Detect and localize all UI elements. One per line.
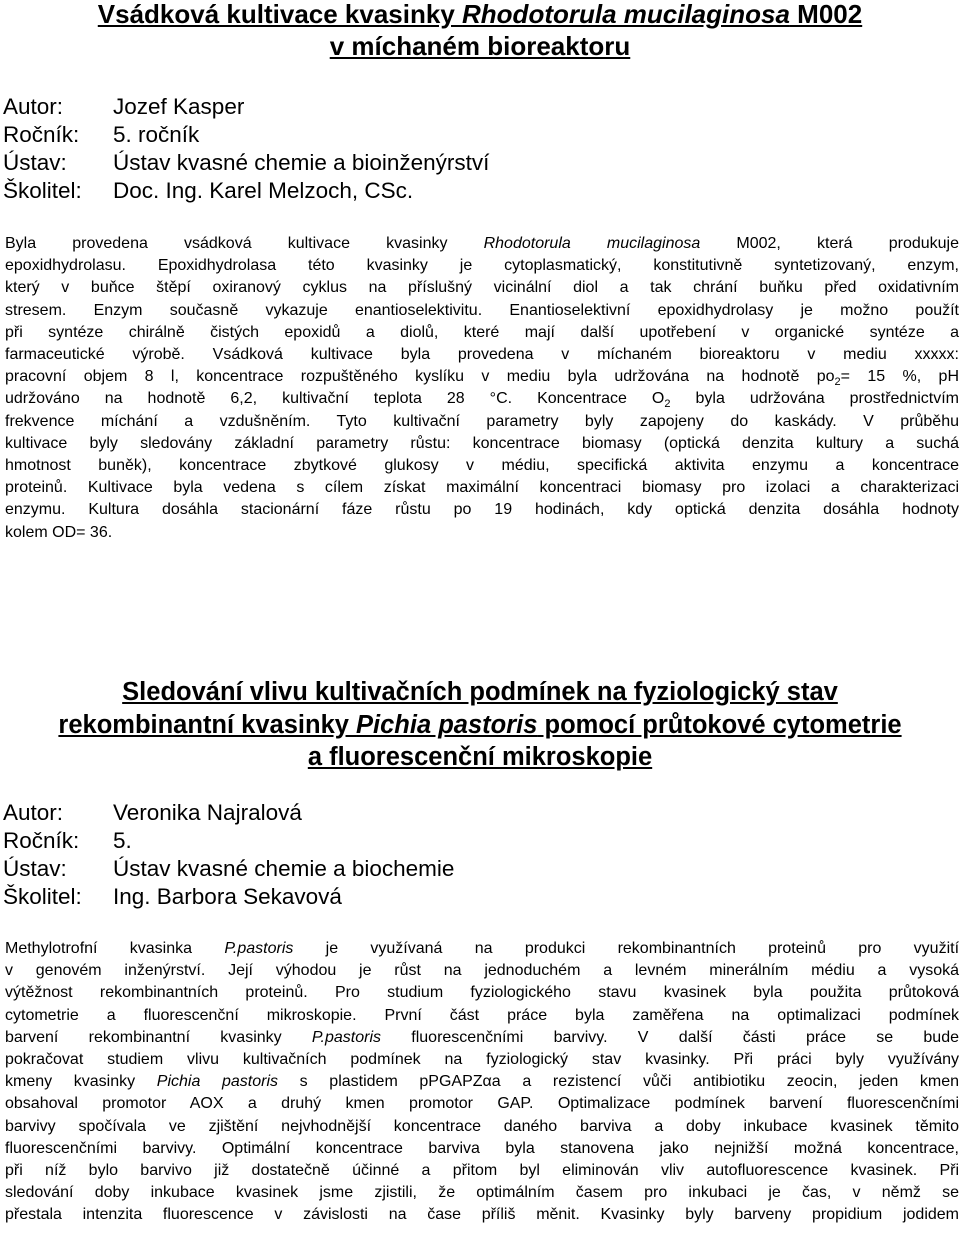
text-line: při níž bylo barvivo již dostatečně účinné a přitom byl eliminován vliv autofluorescence kvasinek. Při — [5, 1162, 959, 1180]
meta-value: Ústav kvasné chemie a bioinženýrství — [113, 150, 490, 175]
text-line: barvivy spočívala ve zjištění nejvhodnější koncentrace daného barviva a doby inkubace kvasinek těmito — [5, 1117, 959, 1135]
text-line: sledování doby inkubace kvasinek jsme zjistili, že optimálním časem pro inkubaci je čas, v němž se — [5, 1184, 959, 1202]
text-line: pracovní objem 8 l, koncentrace rozpuštěného kyslíku v mediu byla udržována na hodnotě $po_2= 15$ %, pH — [5, 368, 959, 389]
title-line: Sledování vlivu kultivačních podmínek na fyziologický stav — [122, 678, 838, 706]
text-line: cytometrie a fluorescenční mikroskopie. První část práce byla zaměřena na optimalizaci podmínek — [5, 1006, 959, 1024]
meta-row-supervisor — [3, 883, 454, 911]
text-line: Byla provedena vsádková kultivace kvasinky Rhodotorula mucilaginosa M002, která produkuje — [5, 235, 959, 252]
meta-row-author — [3, 799, 454, 827]
meta-label: Autor: — [3, 94, 64, 119]
text-line: fluorescenčními barvivy. Optimální koncentrace barviva byla stanovena jako nejnižší možná koncentrace, — [5, 1139, 959, 1157]
author-info-1 — [3, 93, 489, 205]
meta-label: Ústav: — [3, 150, 67, 175]
meta-value: Ústav kvasné chemie a biochemie — [113, 856, 455, 881]
text-line: proteinů. Kultivace byla vedena s cílem získat maximální koncentraci biomasy pro izolaci a charakterizaci — [5, 479, 959, 497]
author-info-2 — [3, 799, 454, 911]
text-line: v genovém inženýrství. Její výhodou je růst na jednoduchém a levném minerálním médiu a vysoká — [5, 962, 959, 980]
meta-label: Autor: — [3, 800, 64, 825]
meta-value: 5. ročník — [113, 122, 200, 147]
article-title-2 — [0, 676, 960, 774]
text-line: barvení rekombinantní kvasinky P.pastoris fluorescenčními barvivy. V další části práce se bude — [5, 1028, 959, 1046]
title-line: a fluorescenční mikroskopie — [307, 743, 653, 771]
text-line: přestala intenzita fluorescence v závislosti na čase příliš měnit. Kvasinky byly barveny propidium jodidem — [5, 1206, 959, 1224]
text-line: farmaceutické výrobě. Vsádková kultivace byla provedena v míchaném bioreaktoru v mediu xxxxx: — [5, 346, 959, 364]
meta-label: Ústav: — [3, 856, 67, 881]
meta-label: Školitel: — [3, 178, 82, 203]
text-line: kolem OD= 36. — [5, 523, 113, 541]
article-title-1 — [0, 0, 960, 62]
abstract-paragraph-1 — [5, 233, 959, 544]
text-line: enzymu. Kultura dosáhla stacionární fáze růstu po 19 hodinách, kdy optická denzita dosáhla hodnoty — [5, 501, 959, 519]
abstract-paragraph-2 — [5, 938, 959, 1227]
text-line: pokračovat studiem vlivu kultivačních podmínek na fyziologický stav kvasinky. Při práci byly využívány — [5, 1051, 959, 1069]
meta-value: Doc. Ing. Karel Melzoch, CSc. — [113, 178, 414, 203]
text-line: udržováno na hodnotě 6,2, kultivační teplota 28 °C. Koncentrace $O_2$ byla udržována prostřednictvím — [5, 390, 959, 411]
text-line: který v buňce štěpí oxiranový cyklus na příslušný vicinální diol a tak chrání buňku před oxidativním — [5, 279, 959, 297]
meta-value: Veronika Najralová — [113, 800, 302, 825]
text-line: kultivace byly sledovány základní parametry růstu: koncentrace biomasy (optická denzita kultury a suchá — [5, 434, 959, 452]
title-line: Vsádková kultivace kvasinky Rhodotorula mucilaginosa M002 — [97, 0, 863, 29]
text-line: stresem. Enzym současně vykazuje enantioselektivitu. Enantioselektivní epoxidhydrolasy je možno použít — [5, 301, 959, 319]
text-line: Methylotrofní kvasinka P.pastoris je využívaná na produkci rekombinantních proteinů pro využití — [5, 940, 960, 957]
meta-value: 5. — [113, 828, 132, 853]
meta-row-year — [3, 121, 489, 149]
meta-row-institute — [3, 149, 489, 177]
text-line: epoxidhydrolasu. Epoxidhydrolasa této kvasinky je cytoplasmatický, konstitutivně syntetizovaný, enzym, — [5, 257, 959, 275]
meta-row-year — [3, 827, 454, 855]
text-line: kmeny kvasinky Pichia pastoris s plastidem pPGAPZαa a rezistencí vůči antibiotiku zeocin, jeden kmen — [5, 1073, 960, 1091]
meta-label: Školitel: — [3, 884, 82, 909]
text-line: při syntéze chirálně čistých epoxidů a diolů, které mají další upotřebení v organické syntéze a — [5, 323, 959, 341]
meta-label: Ročník: — [3, 828, 80, 853]
meta-value: Jozef Kasper — [113, 94, 245, 119]
text-line: výtěžnost rekombinantních proteinů. Pro studium fyziologického stavu kvasinek byla použita průtoková — [5, 984, 959, 1002]
title-line: rekombinantní kvasinky Pichia pastoris pomocí průtokové cytometrie — [58, 710, 902, 739]
meta-value: Ing. Barbora Sekavová — [113, 884, 342, 909]
text-line: obsahoval promotor AOX a druhý kmen promotor GAP. Optimalizace podmínek barvení fluorescenčními — [5, 1095, 959, 1113]
text-line: hmotnost buněk), koncentrace zbytkové glukosy v médiu, specifická aktivita enzymu a koncentrace — [5, 457, 959, 475]
meta-row-supervisor — [3, 177, 489, 205]
meta-row-author — [3, 93, 489, 121]
meta-label: Ročník: — [3, 122, 80, 147]
meta-row-institute — [3, 855, 454, 883]
text-line: frekvence míchání a vzdušněním. Tyto kultivační parametry byly zapojeny do kaskády. V průběhu — [5, 412, 959, 430]
title-line: v míchaném bioreaktoru — [329, 31, 631, 61]
